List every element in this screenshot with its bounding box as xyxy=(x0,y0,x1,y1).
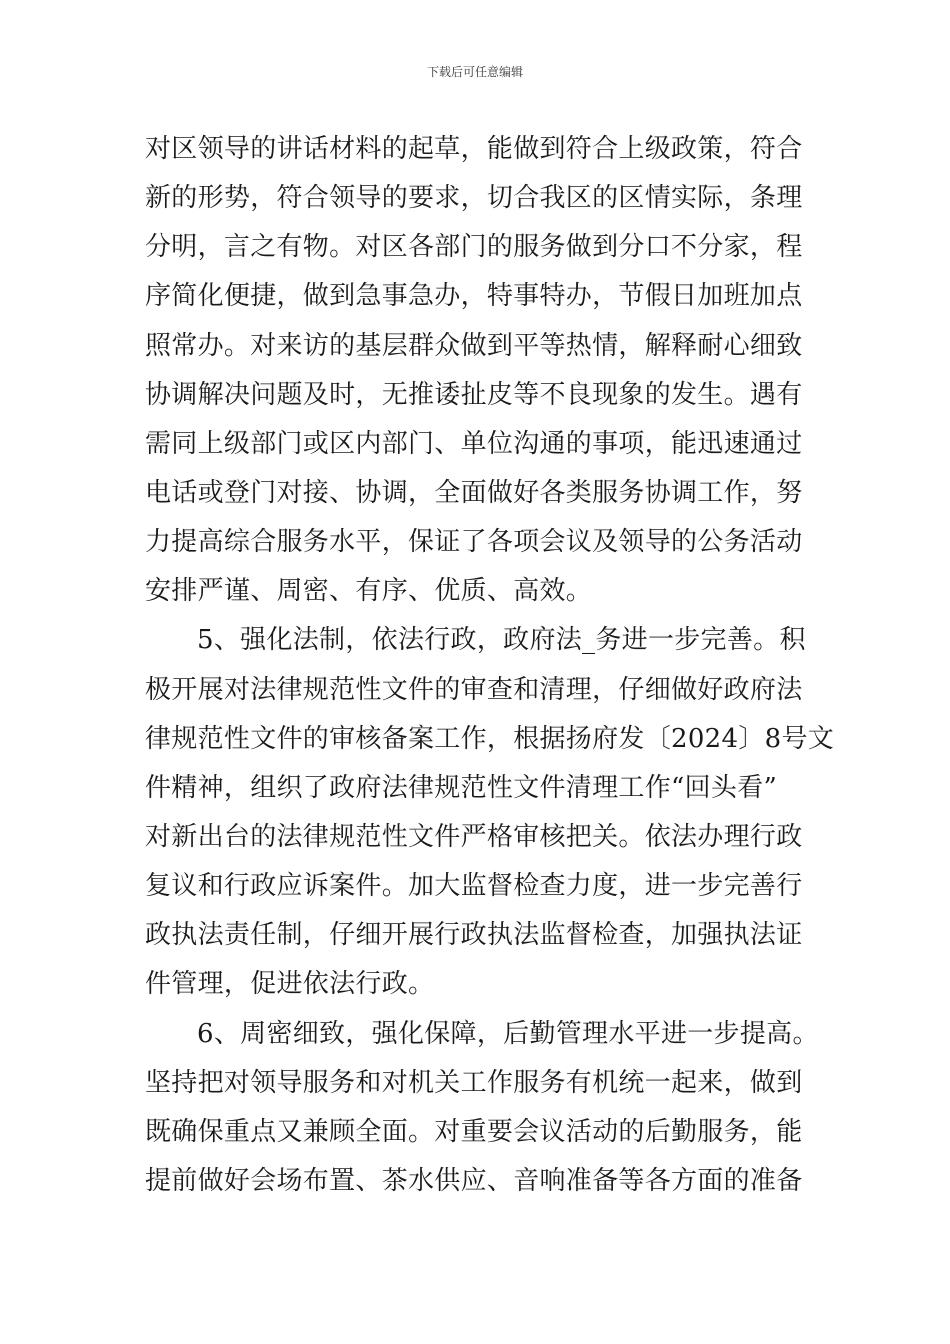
paragraph-6-first-line: 6、周密细致，强化保障，后勤管理水平进一步提高。 xyxy=(197,1018,819,1049)
text-line: 坚持把对领导服务和对机关工作服务有机统一起来，做到 xyxy=(145,1067,803,1098)
text-line: 安排严谨、周密、有序、优质、高效。 xyxy=(145,576,593,607)
text-line: 协调解决问题及时，无推诿扯皮等不良现象的发生。遇有 xyxy=(145,379,803,410)
text-line: 分明，言之有物。对区各部门的服务做到分口不分家，程 xyxy=(145,232,803,263)
text-line: 序简化便捷，做到急事急办，特事特办，节假日加班加点 xyxy=(145,281,803,312)
text-line: 对新出台的法律规范性文件严格审核把关。依法办理行政 xyxy=(145,821,803,852)
paragraph-5-first-line: 5、强化法制，依法行政，政府法_务进一步完善。积 xyxy=(197,625,806,656)
text-line: 对区领导的讲话材料的起草，能做到符合上级政策，符合 xyxy=(145,134,803,164)
text-line: 电话或登门对接、协调，全面做好各类服务协调工作，努 xyxy=(145,477,803,508)
text-line: 极开展对法律规范性文件的审查和清理，仔细做好政府法 xyxy=(145,674,803,705)
body-text xyxy=(145,125,835,1206)
header-note: 下载后可任意编辑 xyxy=(426,65,523,79)
text-line: 律规范性文件的审核备案工作，根据扬府发〔2024〕8号文 xyxy=(145,723,835,754)
text-line: 提前做好会场布置、茶水供应、音响准备等各方面的准备 xyxy=(145,1165,803,1196)
text-line: 既确保重点又兼顾全面。对重要会议活动的后勤服务，能 xyxy=(145,1116,803,1147)
text-line: 新的形势，符合领导的要求，切合我区的区情实际，条理 xyxy=(145,183,803,214)
text-line: 政执法责任制，仔细开展行政执法监督检查，加强执法证 xyxy=(145,920,803,951)
text-line: 照常办。对来访的基层群众做到平等热情，解释耐心细致 xyxy=(145,330,803,361)
text-line: 力提高综合服务水平，保证了各项会议及领导的公务活动 xyxy=(145,527,803,558)
text-line: 复议和行政应诉案件。加大监督检查力度，进一步完善行 xyxy=(145,871,803,902)
text-line: 件管理，促进依法行政。 xyxy=(145,969,435,1000)
text-line: 件精神，组织了政府法律规范性文件清理工作“回头看” xyxy=(145,772,778,803)
text-line: 需同上级部门或区内部门、单位沟通的事项，能迅速通过 xyxy=(145,428,803,459)
